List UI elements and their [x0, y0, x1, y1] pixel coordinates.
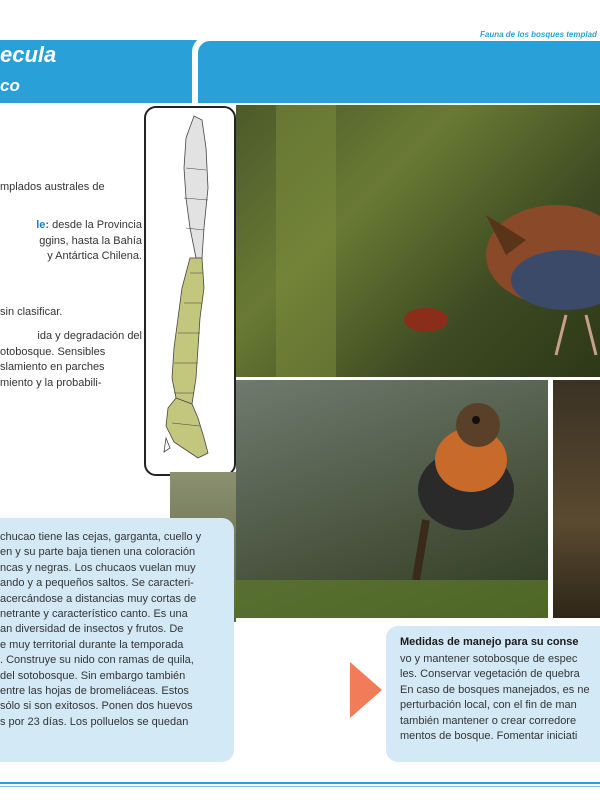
- description-line: ncas y negras. Los chucaos vuelan muy: [0, 561, 196, 574]
- description-line: chucao tiene las cejas, garganta, cuello y: [0, 531, 202, 543]
- bird-photo-icon: [236, 105, 600, 377]
- description-line: netrante y característico canto. Es una: [0, 608, 188, 621]
- fact-line: sin clasificar.: [0, 305, 63, 318]
- management-line: vo y mantener sotobosque de espec: [400, 653, 578, 665]
- description-text: [0, 530, 222, 730]
- photo-chucao-top: [236, 105, 600, 377]
- species-title: ecula: [0, 42, 57, 67]
- fact-line: ida y degradación del: [37, 330, 142, 342]
- photo-chucao-side: [553, 380, 600, 618]
- description-line: en y su parte baja tienen una coloración: [0, 546, 196, 559]
- photo-chucao-perched: [236, 380, 548, 618]
- header-tab: [198, 41, 600, 103]
- management-line: mentos de bosque. Fomentar iniciati: [400, 730, 578, 743]
- chile-map-icon: [146, 108, 234, 474]
- fact-line: otobosque. Sensibles: [0, 345, 106, 358]
- management-title: Medidas de manejo para su conse: [400, 636, 579, 648]
- management-line: les. Conservar vegetación de quebra: [400, 668, 580, 681]
- species-facts: [0, 180, 142, 391]
- description-line: sólo si son exitosos. Ponen dos huevos: [0, 700, 193, 713]
- description-line: entre las hojas de bromeliáceas. Estos: [0, 685, 189, 698]
- fact-line: y Antártica Chilena.: [47, 250, 142, 262]
- fact-line: slamiento en parches: [0, 361, 105, 373]
- bird-photo-icon: [236, 380, 548, 618]
- description-line: s por 23 días. Los polluelos se quedan: [0, 715, 189, 728]
- description-line: acercándose a distancias muy cortas de: [0, 592, 197, 605]
- fact-line-text: desde la Provincia: [49, 219, 142, 231]
- fact-line: [0, 265, 142, 305]
- page-header: [0, 0, 600, 103]
- description-line: an diversidad de insectos y frutos. De: [0, 623, 184, 636]
- management-line: En caso de bosques manejados, es ne: [400, 683, 590, 696]
- description-line: ando y a pequeños saltos. Se caracteri-: [0, 577, 194, 590]
- description-line: e muy territorial durante la temporada: [0, 638, 184, 651]
- fact-line: [0, 320, 142, 329]
- management-text: [400, 652, 600, 744]
- arrow-right-icon: [350, 662, 382, 718]
- fact-line: [0, 196, 142, 212]
- fact-line: mplados australes de: [0, 181, 105, 193]
- management-line: también mantener o crear corredore: [400, 714, 577, 727]
- series-title: Fauna de los bosques templad: [480, 30, 597, 39]
- footer-rule: [0, 782, 600, 784]
- fact-line: miento y la probabili-: [0, 376, 102, 389]
- fact-line: ggins, hasta la Bahía: [39, 234, 142, 247]
- fact-line: [0, 218, 142, 234]
- fact-line-prefix: le:: [36, 219, 50, 231]
- description-line: del sotobosque. Sin embargo también: [0, 669, 186, 682]
- management-line: perturbación local, con el fin de man: [400, 699, 577, 712]
- footer-rule-thin: [0, 786, 600, 787]
- species-subtitle: co: [0, 76, 20, 95]
- description-line: . Construye su nido con ramas de quila,: [0, 654, 194, 667]
- distribution-map: [144, 106, 236, 476]
